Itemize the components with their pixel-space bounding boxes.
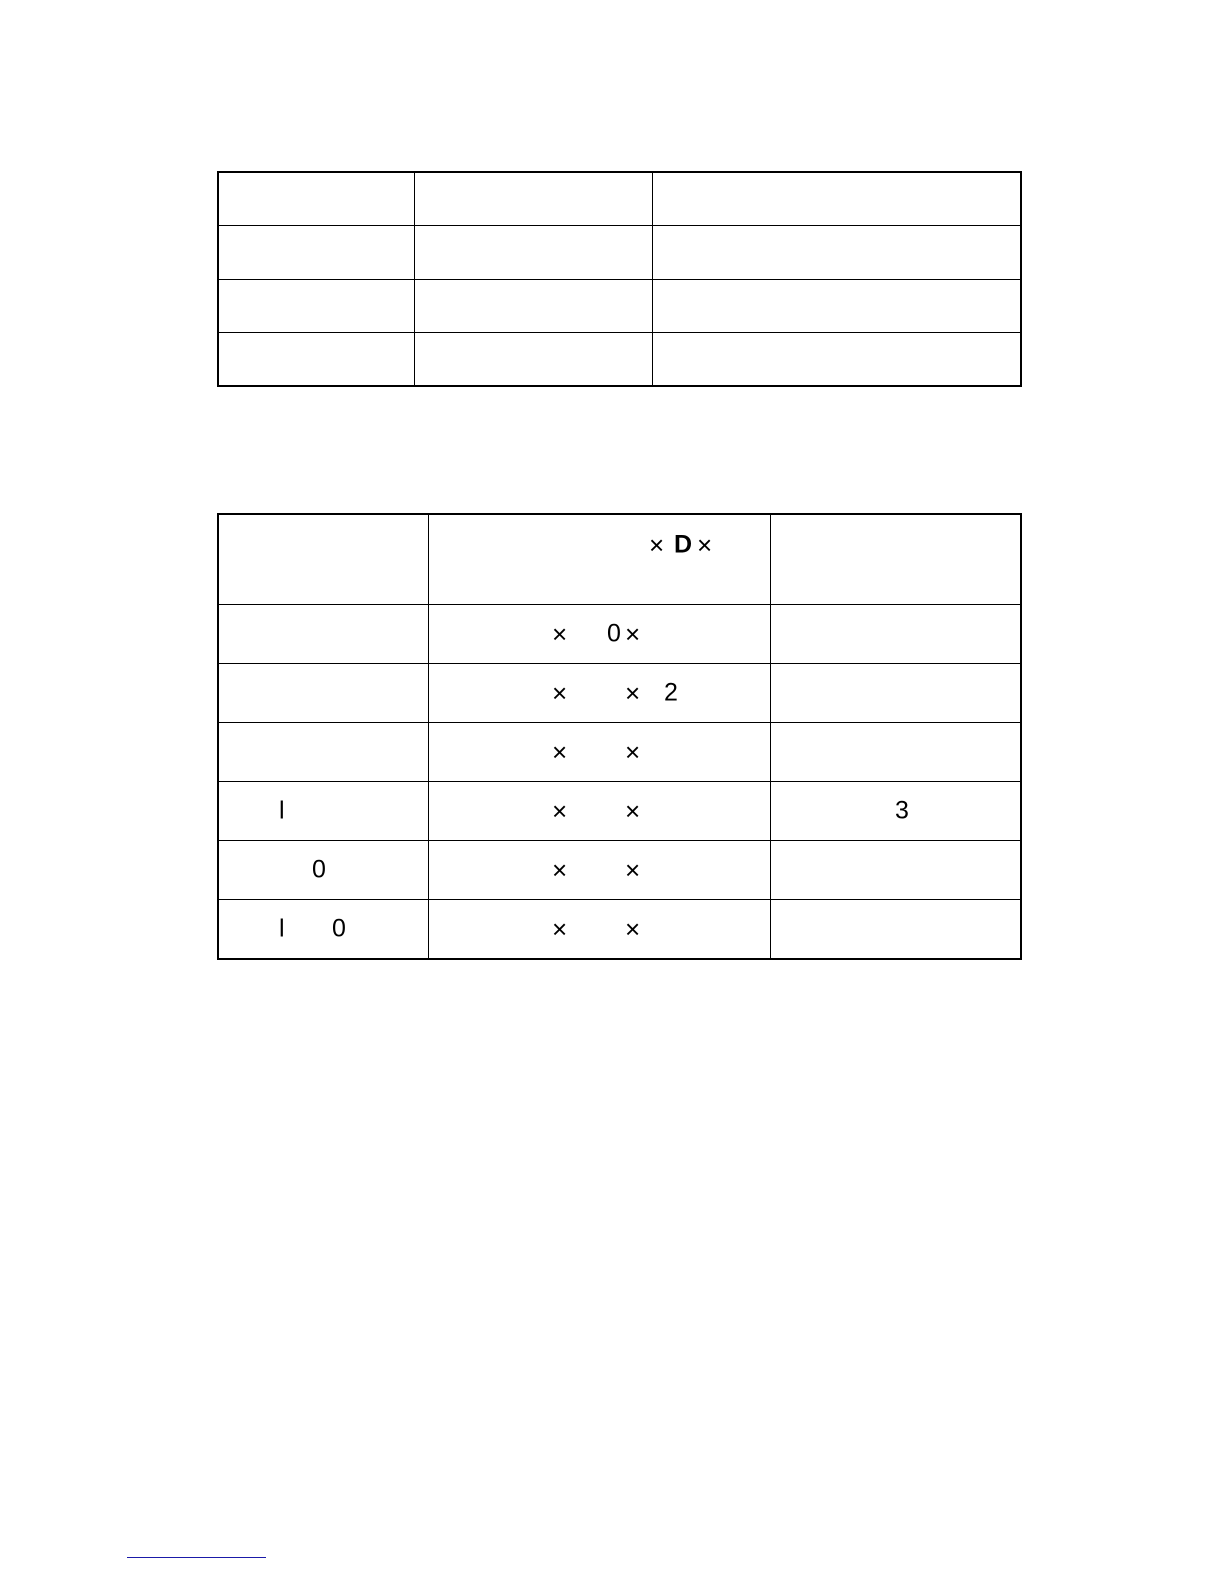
table-cell [771, 605, 1021, 664]
table-cell [219, 664, 429, 723]
cell-text: 0 [312, 855, 326, 884]
table-row [219, 332, 1021, 385]
times-sign: × [625, 796, 641, 826]
cell-text: l [279, 796, 285, 825]
table-cell [429, 605, 771, 664]
table-row [219, 605, 1021, 664]
table-cell [219, 605, 429, 664]
table-cell [771, 723, 1021, 782]
dimension-table [218, 514, 1021, 959]
cell-text: 2 [664, 678, 678, 707]
table-row [219, 279, 1021, 332]
table-cell [219, 841, 429, 900]
table-cell [429, 841, 771, 900]
table-cell [429, 782, 771, 841]
footnote-separator [127, 1557, 266, 1558]
times-sign: × [552, 914, 568, 944]
table-row [219, 664, 1021, 723]
times-sign: × [625, 678, 641, 708]
cell-text: 3 [895, 796, 909, 825]
table-header-row [219, 515, 1021, 605]
table-row [219, 900, 1021, 959]
times-sign: × [552, 619, 568, 649]
table-cell [653, 226, 1021, 279]
header-cell [219, 515, 429, 605]
table-cell [219, 723, 429, 782]
table-row [219, 173, 1021, 226]
times-sign: × [625, 737, 641, 767]
cell-text: 0 [332, 914, 346, 943]
times-sign: × [625, 855, 641, 885]
table-row [219, 841, 1021, 900]
times-sign: × [552, 855, 568, 885]
table-cell [771, 782, 1021, 841]
times-sign: × [552, 678, 568, 708]
times-sign: × [552, 796, 568, 826]
table-cell [415, 332, 653, 385]
table-cell [415, 226, 653, 279]
table-row [219, 226, 1021, 279]
table-cell [771, 841, 1021, 900]
header-label: D [674, 530, 693, 559]
table-row [219, 782, 1021, 841]
table-cell [429, 664, 771, 723]
table-cell [653, 173, 1021, 226]
table-cell [771, 900, 1021, 959]
table-cell [219, 782, 429, 841]
table-cell [219, 173, 415, 226]
table-cell [415, 279, 653, 332]
table-row [219, 723, 1021, 782]
table-cell [219, 332, 415, 385]
header-cell [771, 515, 1021, 605]
times-sign: × [625, 619, 641, 649]
times-sign: × [649, 530, 665, 560]
times-sign: × [625, 914, 641, 944]
header-cell [429, 515, 771, 605]
table-cell [429, 723, 771, 782]
times-sign: × [552, 737, 568, 767]
table-cell [771, 664, 1021, 723]
table-cell [219, 900, 429, 959]
table-cell [653, 279, 1021, 332]
cell-text: l [279, 914, 285, 943]
empty-grid-table [218, 172, 1021, 386]
table-cell [429, 900, 771, 959]
table-cell [219, 279, 415, 332]
table-cell [219, 226, 415, 279]
cell-text: 0 [607, 619, 621, 648]
table-cell [415, 173, 653, 226]
times-sign: × [697, 530, 713, 560]
table-cell [653, 332, 1021, 385]
